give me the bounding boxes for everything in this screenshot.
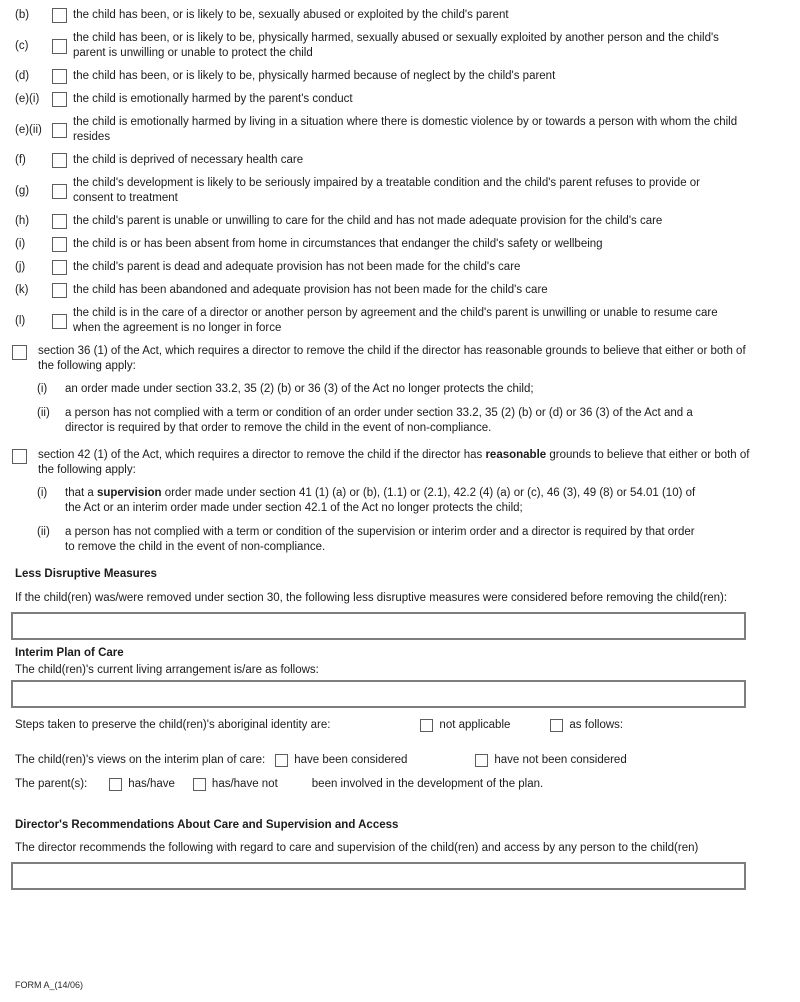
ground-text: the child is in the care of a director or another person by agreement and the child's parent is unwilling or unable to resume care when the agreement is no longer in force (73, 307, 718, 334)
sub-item-label: (ii) (37, 407, 50, 419)
section42-item-i (37, 486, 800, 516)
ground-row-f (15, 153, 800, 168)
ground-k-checkbox[interactable] (52, 283, 67, 298)
ground-row-d (15, 69, 800, 84)
section36-row (15, 344, 800, 374)
as-follows-checkbox[interactable] (550, 719, 563, 732)
form-footer-id: FORM A_(14/06) (15, 980, 84, 990)
ground-g-checkbox[interactable] (52, 184, 67, 199)
ground-label: (l) (15, 314, 26, 327)
director-recommendations-intro: The director recommends the following with regard to care and supervision of the child(ren) and access by any person to the child(ren) (15, 842, 699, 854)
ground-label: (j) (15, 261, 26, 273)
aboriginal-not-applicable-group (420, 718, 510, 733)
ground-row-l (15, 306, 800, 336)
views-not-considered-group (475, 753, 626, 768)
ground-i-checkbox[interactable] (52, 237, 67, 252)
ground-label: (c) (15, 39, 29, 52)
ground-label: (e)(i) (15, 93, 40, 105)
ground-text: the child is deprived of necessary health care (73, 154, 304, 166)
section36-item-ii (37, 406, 800, 436)
section42-item1-post: order made under section 41 (1) (a) or (b), (1.1) or (2.1), 42.2 (4) (a) or (c), 46 (3), 49 (8) or 54.01 (10) of the Act or an interim order made under section 42.1 of the Act no longer protects the child; (65, 487, 696, 514)
views-row (15, 753, 800, 768)
views-not-considered-label: have not been considered (494, 754, 627, 766)
director-recommendations-heading: Director's Recommendations About Care and Supervision and Access (15, 819, 399, 831)
has-have-not-checkbox[interactable] (193, 778, 206, 791)
ground-text: the child's parent is dead and adequate provision has not been made for the child's care (73, 261, 521, 273)
not-applicable-label: not applicable (439, 719, 511, 731)
section42-intro (38, 448, 756, 478)
section42-intro-pre: section 42 (1) of the Act, which requires a director to remove the child if the director has (38, 449, 486, 461)
less-disruptive-intro: If the child(ren) was/were removed under section 30, the following less disruptive measures were considered before removing the child(ren): (15, 592, 728, 604)
parents-has-group (109, 777, 175, 792)
ground-label: (g) (15, 184, 30, 197)
director-recommendations-input[interactable] (11, 862, 746, 890)
ground-row-g (15, 176, 800, 206)
parents-suffix: been involved in the development of the plan. (311, 778, 544, 790)
ground-j-checkbox[interactable] (52, 260, 67, 275)
views-considered-label: have been considered (294, 754, 408, 766)
less-disruptive-heading: Less Disruptive Measures (15, 568, 157, 580)
ground-b-checkbox[interactable] (52, 8, 67, 23)
ground-text: the child is emotionally harmed by the parent's conduct (73, 93, 353, 105)
sub-item-text: a person has not complied with a term or condition of the supervision or interim order and a director is required by that order to remove the child in the event of non-compliance. (65, 526, 695, 553)
sub-item-label: (i) (37, 487, 48, 499)
section42-intro-post: grounds to believe that either or both of the following apply: (38, 449, 750, 476)
has-have-label: has/have (128, 778, 175, 790)
ground-row-b (15, 8, 800, 23)
ground-label: (f) (15, 154, 26, 166)
ground-label: (b) (15, 9, 30, 21)
has-have-not-label: has/have not (211, 778, 278, 790)
views-considered-group (275, 753, 407, 768)
ground-text: the child has been, or is likely to be, sexually abused or exploited by the child's parent (73, 9, 509, 21)
ground-text: the child has been, or is likely to be, physically harmed, sexually abused or sexually exploited by another person and the child's parent is unwilling or unable to protect the child (73, 32, 719, 59)
ground-label: (e)(ii) (15, 123, 42, 136)
ground-row-k (15, 283, 800, 298)
sub-item-text (65, 486, 703, 516)
aboriginal-identity-row (15, 718, 800, 733)
ground-c-checkbox[interactable] (52, 39, 67, 54)
ground-d-checkbox[interactable] (52, 69, 67, 84)
section42-checkbox[interactable] (12, 449, 27, 464)
ground-label: (i) (15, 238, 26, 250)
ground-text: the child's parent is unable or unwilling to care for the child and has not made adequate provision for the child's care (73, 215, 663, 227)
as-follows-label: as follows: (569, 719, 624, 731)
section36-intro: section 36 (1) of the Act, which requires a director to remove the child if the director has reasonable grounds to believe that either or both of the following apply: (38, 345, 746, 372)
ground-e-ii-checkbox[interactable] (52, 123, 67, 138)
section36-checkbox[interactable] (12, 345, 27, 360)
ground-h-checkbox[interactable] (52, 214, 67, 229)
views-label: The child(ren)'s views on the interim plan of care: (15, 754, 266, 766)
section42-item-ii (37, 525, 800, 555)
ground-l-checkbox[interactable] (52, 314, 67, 329)
aboriginal-identity-label: Steps taken to preserve the child(ren)'s aboriginal identity are: (15, 719, 331, 731)
ground-row-j (15, 260, 800, 275)
not-applicable-checkbox[interactable] (420, 719, 433, 732)
ground-text: the child has been abandoned and adequate provision has not been made for the child's care (73, 284, 548, 296)
ground-row-h (15, 214, 800, 229)
parents-has-not-group (193, 777, 278, 792)
ground-text: the child has been, or is likely to be, physically harmed because of neglect by the child's parent (73, 70, 556, 82)
ground-label: (h) (15, 215, 30, 227)
section42-intro-bold: reasonable (485, 449, 547, 461)
ground-row-i (15, 237, 800, 252)
aboriginal-as-follows-group (550, 718, 623, 733)
has-have-checkbox[interactable] (109, 778, 122, 791)
sub-item-text: a person has not complied with a term or condition of an order under section 33.2, 35 (2) (b) or (d) or 36 (3) of the Act and a director is required by that order to remove the child in the event of non-compliance. (65, 407, 693, 434)
ground-text: the child is emotionally harmed by living in a situation where there is domestic violence by or towards a person with whom the child resides (73, 116, 738, 143)
less-disruptive-input[interactable] (11, 612, 746, 640)
sub-item-label: (ii) (37, 526, 50, 538)
sub-item-label: (i) (37, 383, 48, 395)
ground-row-e-ii (15, 115, 800, 145)
ground-label: (d) (15, 70, 30, 82)
views-considered-checkbox[interactable] (275, 754, 288, 767)
section36-item-i (37, 382, 800, 397)
section42-item1-bold: supervision (96, 487, 162, 499)
ground-f-checkbox[interactable] (52, 153, 67, 168)
interim-plan-heading: Interim Plan of Care (15, 647, 124, 659)
living-arrangement-label: The child(ren)'s current living arrangement is/are as follows: (15, 664, 319, 676)
parents-label: The parent(s): (15, 778, 88, 790)
ground-text: the child's development is likely to be seriously impaired by a treatable condition and the child's parent refuses to provide or consent to treatment (73, 177, 701, 204)
section42-item1-pre: that a (65, 487, 97, 499)
ground-label: (k) (15, 284, 29, 296)
parents-row (15, 777, 800, 792)
ground-row-c (15, 31, 800, 61)
ground-text: the child is or has been absent from home in circumstances that endanger the child's safety or wellbeing (73, 238, 603, 250)
views-not-considered-checkbox[interactable] (475, 754, 488, 767)
ground-row-e-i (15, 92, 800, 107)
section42-row (15, 448, 800, 478)
living-arrangement-input[interactable] (11, 680, 746, 708)
ground-e-i-checkbox[interactable] (52, 92, 67, 107)
sub-item-text: an order made under section 33.2, 35 (2) (b) or 36 (3) of the Act no longer protects the child; (65, 383, 534, 395)
